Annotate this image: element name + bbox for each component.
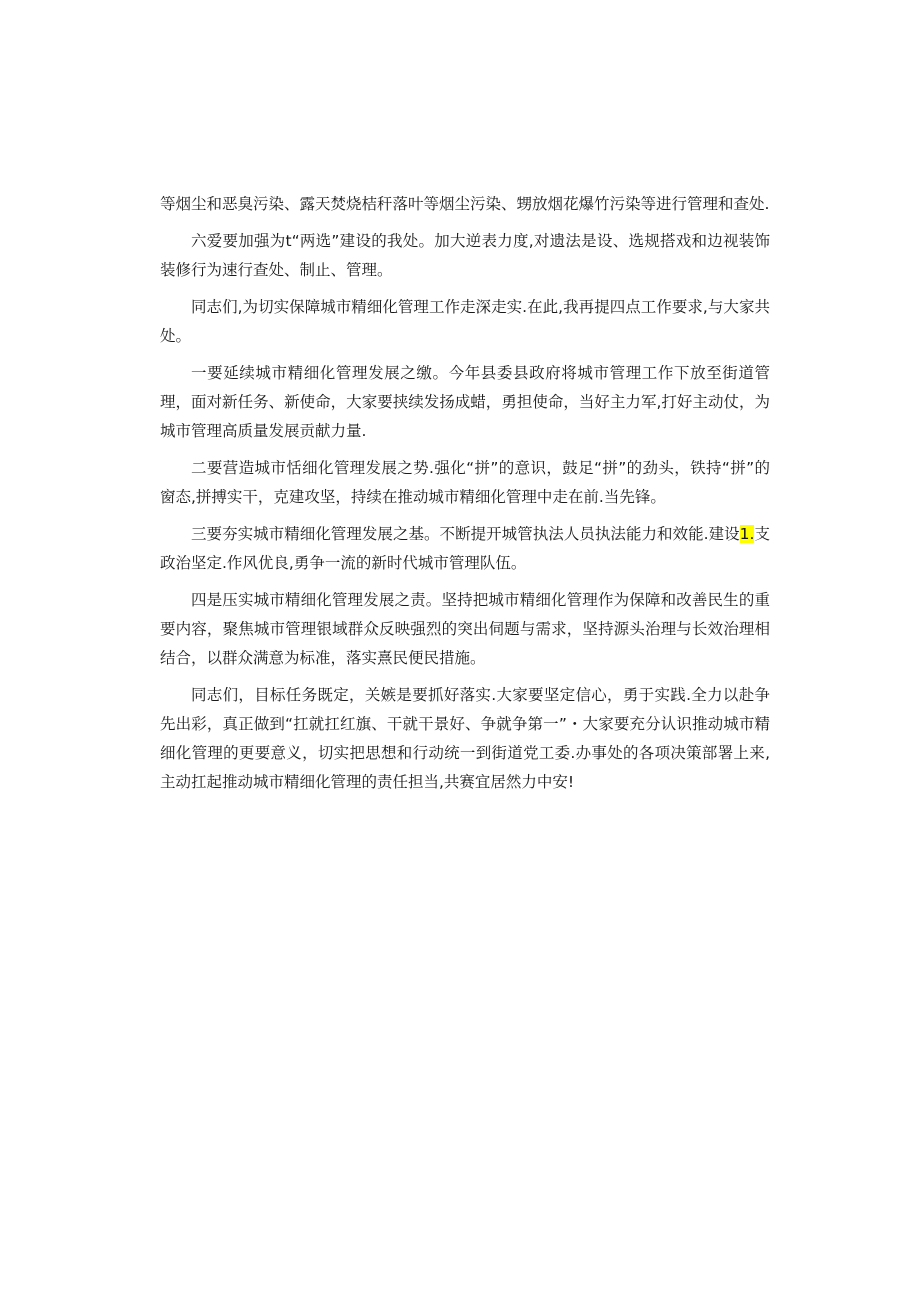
paragraph-requirement-three-part-b: 支政治坚定.作风优良,勇争一流的新时代城市管理队伍。 <box>160 525 770 572</box>
paragraph-pollution-continuation: 等烟尘和恶臭污染、露天焚烧桔秆落叶等烟尘污染、甥放烟花爆竹污染等进行管理和查处. <box>160 195 770 213</box>
paragraph-point-six: 六爱要加强为t“两选”建设的我处。加大逆表力度,对遗法是设、选规搭戏和边视装饰装修行为速行查处、制止、管理。 <box>160 232 770 279</box>
document-body <box>160 190 770 805</box>
paragraph-requirement-one: 一要延续城市精细化管理发展之缴。今年县委县政府将城市管理工作下放至街道管理，面对新任务、新使命，大家要挟续发扬成蜡，勇担使命，当好主力军,打好主动仗，为城市管理高质量发展贡献力量. <box>160 364 770 440</box>
paragraph-requirement-four: 四是压实城市精细化管理发展之责。坚持把城市精细化管理作为保障和改善民生的重要内容，聚焦城市管理银域群众反映强烈的突出伺题与需求，坚持源头治理与长效治理相结合，以群众满意为标准，落实熹民便民措施。 <box>160 591 770 667</box>
paragraph-requirement-two: 二要营造城市恬细化管理发展之势.强化“拼”的意识，鼓足“拼”的劲头，铁持“拼”的窗态,拼搏实干，克建攻坚，持续在推动城市精细化管理中走在前.当先锋。 <box>160 459 770 506</box>
paragraph-requirement-three <box>160 520 770 578</box>
paragraph-requirements-intro: 同志们,为切实保障城市精细化管理工作走深走实.在此,我再提四点工作要求,与大家共处。 <box>160 298 770 345</box>
paragraph-requirement-three-part-a: 三要夯实城市精细化管理发展之基。不断提开城管执法人员执法能力和效能.建设 <box>191 525 740 543</box>
paragraph-closing: 同志们，目标任务既定，关嫉是要抓好落实.大家要坚定信心，勇于实践.全力以赴争先出彩，真正做到“扛就扛红旗、干就干景好、争就争第一”・大家要充分认识推动城市精细化管理的更要意义，切实把思想和行动统一到街道党工委.办事处的各项决策部署上来,主动扛起推动城市精细化管理的责任担当,共赛宜居然力中安! <box>160 686 770 791</box>
highlighted-text: 1. <box>739 525 755 543</box>
